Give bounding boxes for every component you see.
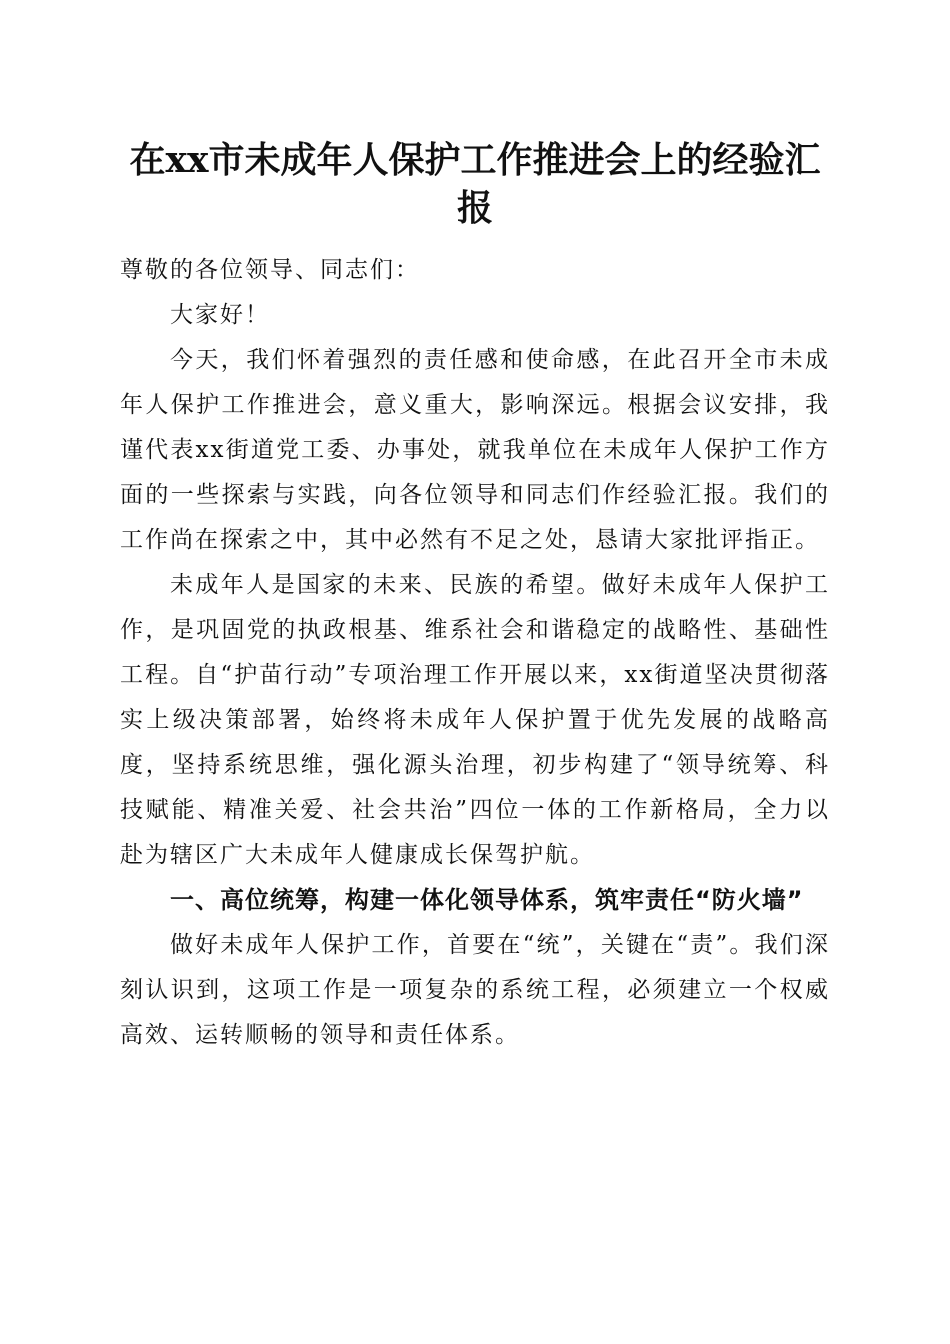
document-body bbox=[120, 248, 830, 1058]
salutation: 尊敬的各位领导、同志们： bbox=[120, 257, 420, 283]
section-paragraph: 做好未成年人保护工作，首要在“统”，关键在“责”。我们深刻认识到，这项工作是一项复杂的系统工程，必须建立一个权威高效、运转顺畅的领导和责任体系。 bbox=[120, 932, 830, 1048]
section-heading: 一、高位统筹，构建一体化领导体系，筑牢责任“防火墙” bbox=[170, 886, 804, 914]
document-title: 在xx市未成年人保护工作推进会上的经验汇报 bbox=[129, 139, 821, 229]
greeting: 大家好！ bbox=[170, 302, 270, 328]
paragraph-background: 未成年人是国家的未来、民族的希望。做好未成年人保护工作，是巩固党的执政根基、维系社会和谐稳定的战略性、基础性工程。自“护苗行动”专项治理工作开展以来，xx街道坚决贯彻落实上级决策部署，始终将未成年人保护置于优先发展的战略高度，坚持系统思维，强化源头治理，初步构建了“领导统筹、科技赋能、精准关爱、社会共治”四位一体的工作新格局，全力以赴为辖区广大未成年人健康成长保驾护航。 bbox=[120, 572, 830, 868]
paragraph-intro: 今天，我们怀着强烈的责任感和使命感，在此召开全市未成年人保护工作推进会，意义重大，影响深远。根据会议安排，我谨代表xx街道党工委、办事处，就我单位在未成年人保护工作方面的一些探索与实践，向各位领导和同志们作经验汇报。我们的工作尚在探索之中，其中必然有不足之处，恳请大家批评指正。 bbox=[120, 347, 830, 553]
